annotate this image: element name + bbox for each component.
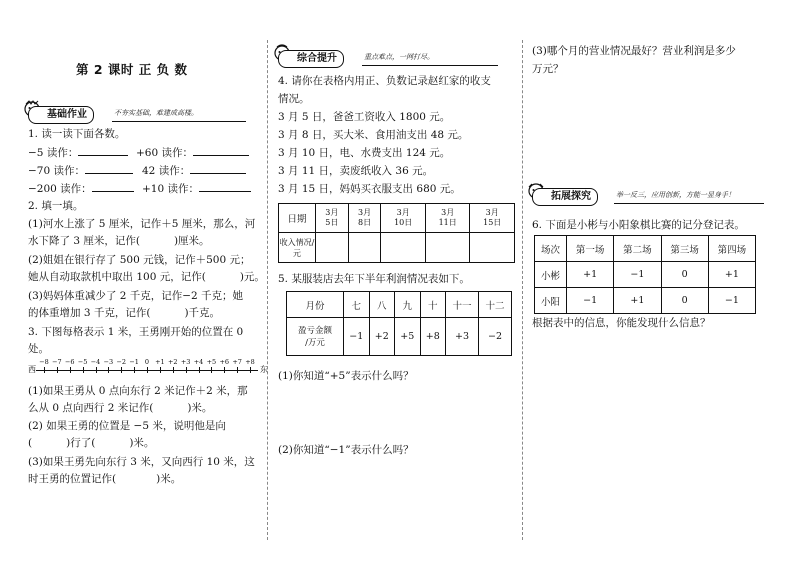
q3-3-unit: )米。 bbox=[156, 473, 182, 485]
number-line-tick bbox=[160, 367, 161, 373]
number-line-label: +5 bbox=[206, 358, 217, 366]
income-table-date: 3月 10日 bbox=[381, 204, 426, 233]
profit-table-month: 九 bbox=[395, 292, 421, 318]
income-table-date: 3月 5日 bbox=[316, 204, 349, 233]
q3-3-text: 时王勇的位置记作( bbox=[28, 473, 117, 485]
number-line-label: −7 bbox=[52, 358, 62, 366]
income-table-cell[interactable] bbox=[316, 233, 349, 263]
income-table-cell[interactable] bbox=[470, 233, 515, 263]
score-table-header: 第三场 bbox=[661, 236, 708, 262]
number-line-west: 西 bbox=[28, 365, 36, 374]
profit-table-value: −2 bbox=[479, 318, 512, 356]
q2-1-unit: )厘米。 bbox=[173, 235, 210, 247]
profit-table-month: 十 bbox=[420, 292, 446, 318]
profit-table-month: 十一 bbox=[446, 292, 479, 318]
number-line-tick bbox=[83, 367, 84, 373]
q6-heading: 6. 下面是小彬与小阳象棋比赛的记分登记表。 bbox=[532, 219, 745, 231]
number-line-tick bbox=[147, 367, 148, 373]
q5-3-text: (3)哪个月的营业情况最好？营业利润是多少 bbox=[532, 45, 736, 57]
profit-table-value: +2 bbox=[369, 318, 395, 356]
number-line-label: −2 bbox=[116, 358, 127, 366]
profit-table-month: 八 bbox=[369, 292, 395, 318]
column-divider-right bbox=[522, 40, 523, 540]
score-table-value: +1 bbox=[567, 262, 614, 288]
profit-table-header: 月份 bbox=[287, 292, 344, 318]
score-table-header: 第二场 bbox=[614, 236, 661, 262]
number-line-label: −3 bbox=[103, 358, 114, 366]
number-line-tick bbox=[211, 367, 212, 373]
income-table-row-header: 收入情况/元 bbox=[279, 233, 316, 263]
number-line-label: −1 bbox=[129, 358, 139, 366]
profit-table-row-header: 盈亏金额 /万元 bbox=[287, 318, 344, 356]
section-basic-slogan: 不夯实基础，难建成高楼。 bbox=[114, 109, 198, 117]
number-line-label: −5 bbox=[77, 358, 88, 366]
number-line-tick bbox=[250, 367, 251, 373]
q4-record: 3 月 11 日，卖废纸收入 36 元。 bbox=[278, 165, 434, 177]
q3-2-text: ( bbox=[28, 437, 33, 449]
number-line-tick bbox=[224, 367, 225, 373]
profit-table-month: 十二 bbox=[479, 292, 512, 318]
column-2 bbox=[278, 0, 518, 569]
number-line-label: −6 bbox=[64, 358, 75, 366]
q1-item: +10 读作： bbox=[142, 183, 199, 195]
number-line-label: −4 bbox=[90, 358, 101, 366]
score-table-header: 第一场 bbox=[567, 236, 614, 262]
q4-heading: 4. 请你在表格内用正、负数记录赵红家的收支 bbox=[278, 75, 491, 87]
q2-2-unit: )元。 bbox=[239, 271, 265, 283]
q4-record: 3 月 8 日，买大米、食用油支出 48 元。 bbox=[278, 129, 469, 141]
number-line-tick bbox=[173, 367, 174, 373]
number-line-tick bbox=[57, 367, 58, 373]
number-line bbox=[28, 358, 268, 380]
q5-3-text-cont: 万元？ bbox=[532, 63, 564, 75]
number-line-tick bbox=[186, 367, 187, 373]
income-table-cell[interactable] bbox=[348, 233, 381, 263]
income-table-header: 日期 bbox=[279, 204, 316, 233]
number-line-tick bbox=[44, 367, 45, 373]
section-basic-label: 基础作业 bbox=[28, 106, 94, 124]
number-line-label: +2 bbox=[167, 358, 178, 366]
q4-heading-cont: 情况。 bbox=[278, 93, 310, 105]
score-table-value: −1 bbox=[567, 288, 614, 314]
q2-2-text: (2)姐姐在银行存了 500 元钱，记作＋500 元； bbox=[28, 254, 251, 266]
column-3 bbox=[532, 0, 772, 569]
q3-2-text: )行了( bbox=[66, 437, 96, 449]
q3-heading: 3. 下图每格表示 1 米，王勇刚开始的位置在 0 bbox=[28, 326, 244, 338]
number-line-label: 0 bbox=[144, 358, 150, 366]
q1-item: −5 读作： bbox=[28, 147, 79, 159]
income-table-date: 3月 8日 bbox=[348, 204, 381, 233]
q1-heading: 1. 读一读下面各数。 bbox=[28, 128, 126, 140]
profit-table-month: 七 bbox=[344, 292, 370, 318]
number-line-tick bbox=[121, 367, 122, 373]
q3-heading-cont: 处。 bbox=[28, 343, 49, 355]
q2-1-text: 水下降了 3 厘米，记作( bbox=[28, 235, 140, 247]
income-table-cell[interactable] bbox=[425, 233, 470, 263]
q5-2-text: (2)你知道“−1”表示什么吗？ bbox=[278, 444, 414, 456]
income-table-date: 3月 11日 bbox=[425, 204, 470, 233]
number-line-east: 东 bbox=[260, 365, 268, 374]
q3-2-unit: )米。 bbox=[129, 437, 155, 449]
score-table-player: 小阳 bbox=[535, 288, 567, 314]
score-table-player: 小彬 bbox=[535, 262, 567, 288]
profit-table bbox=[286, 291, 512, 356]
q4-record: 3 月 15 日，妈妈买衣服支出 680 元。 bbox=[278, 183, 461, 195]
q2-heading: 2. 填一填。 bbox=[28, 200, 84, 212]
score-table-header: 第四场 bbox=[708, 236, 755, 262]
q4-record: 3 月 10 日，电、水费支出 124 元。 bbox=[278, 147, 451, 159]
number-line-tick bbox=[96, 367, 97, 373]
q1-item: −70 读作： bbox=[28, 165, 85, 177]
number-line-tick bbox=[70, 367, 71, 373]
section-extend-label: 拓展探究 bbox=[532, 188, 598, 206]
section-comprehensive-label: 综合提升 bbox=[278, 50, 344, 68]
income-table bbox=[278, 203, 515, 263]
page-title: 第 2 课时 正 负 数 bbox=[76, 62, 188, 77]
profit-table-value: +8 bbox=[420, 318, 446, 356]
q3-1-text: 么从 0 点向西行 2 米记作( bbox=[28, 402, 154, 414]
q1-item: −200 读作： bbox=[28, 183, 92, 195]
q2-3-text: (3)妈妈体重减少了 2 千克，记作−2 千克；她 bbox=[28, 290, 244, 302]
q2-2-text: 她从自动取款机中取出 100 元，记作( bbox=[28, 271, 206, 283]
number-line-tick bbox=[134, 367, 135, 373]
number-line-label: +7 bbox=[232, 358, 242, 366]
profit-table-value: +3 bbox=[446, 318, 479, 356]
q2-1-text: (1)河水上涨了 5 厘米，记作＋5 厘米，那么，河 bbox=[28, 218, 256, 230]
q1-item: 42 读作： bbox=[142, 165, 191, 177]
number-line-label: +6 bbox=[219, 358, 230, 366]
q5-1-text: (1)你知道“+5”表示什么吗？ bbox=[278, 370, 414, 382]
q6-question: 根据表中的信息，你能发现什么信息？ bbox=[532, 317, 711, 329]
section-extend-slogan: 举一反三，应用创新，方能一显身手！ bbox=[616, 191, 735, 199]
score-table-value: 0 bbox=[661, 262, 708, 288]
score-table-value: −1 bbox=[614, 262, 661, 288]
q3-3-text: (3)如果王勇先向东行 3 米，又向西行 10 米，这 bbox=[28, 456, 255, 468]
q2-3-text: 的体重增加 3 千克，记作( bbox=[28, 307, 151, 319]
number-line-tick bbox=[237, 367, 238, 373]
section-comprehensive-slogan: 重点难点，一网打尽。 bbox=[364, 53, 434, 61]
number-line-label: +3 bbox=[180, 358, 191, 366]
q3-2-text: (2) 如果王勇的位置是 −5 米，说明他是向 bbox=[28, 420, 226, 432]
score-table-value: 0 bbox=[661, 288, 708, 314]
q4-record: 3 月 5 日，爸爸工资收入 1800 元。 bbox=[278, 111, 451, 123]
number-line-label: +4 bbox=[193, 358, 204, 366]
q1-item: +60 读作： bbox=[136, 147, 193, 159]
profit-table-value: −1 bbox=[344, 318, 370, 356]
section-extend-header bbox=[532, 188, 764, 204]
profit-table-value: +5 bbox=[395, 318, 421, 356]
number-line-tick bbox=[199, 367, 200, 373]
score-table-value: +1 bbox=[708, 262, 755, 288]
q3-1-unit: )米。 bbox=[187, 402, 213, 414]
q3-1-text: (1)如果王勇从 0 点向东行 2 米记作＋2 米，那 bbox=[28, 385, 248, 397]
number-line-label: −8 bbox=[39, 358, 49, 366]
score-table bbox=[534, 235, 756, 314]
q2-3-unit: )千克。 bbox=[184, 307, 221, 319]
column-1 bbox=[28, 0, 268, 569]
number-line-label: +1 bbox=[155, 358, 165, 366]
score-table-header: 场次 bbox=[535, 236, 567, 262]
income-table-cell[interactable] bbox=[381, 233, 426, 263]
income-table-date: 3月 15日 bbox=[470, 204, 515, 233]
number-line-label: +8 bbox=[245, 358, 255, 366]
number-line-tick bbox=[108, 367, 109, 373]
score-table-value: +1 bbox=[614, 288, 661, 314]
q5-heading: 5. 某服装店去年下半年利润情况表如下。 bbox=[278, 273, 470, 285]
score-table-value: −1 bbox=[708, 288, 755, 314]
